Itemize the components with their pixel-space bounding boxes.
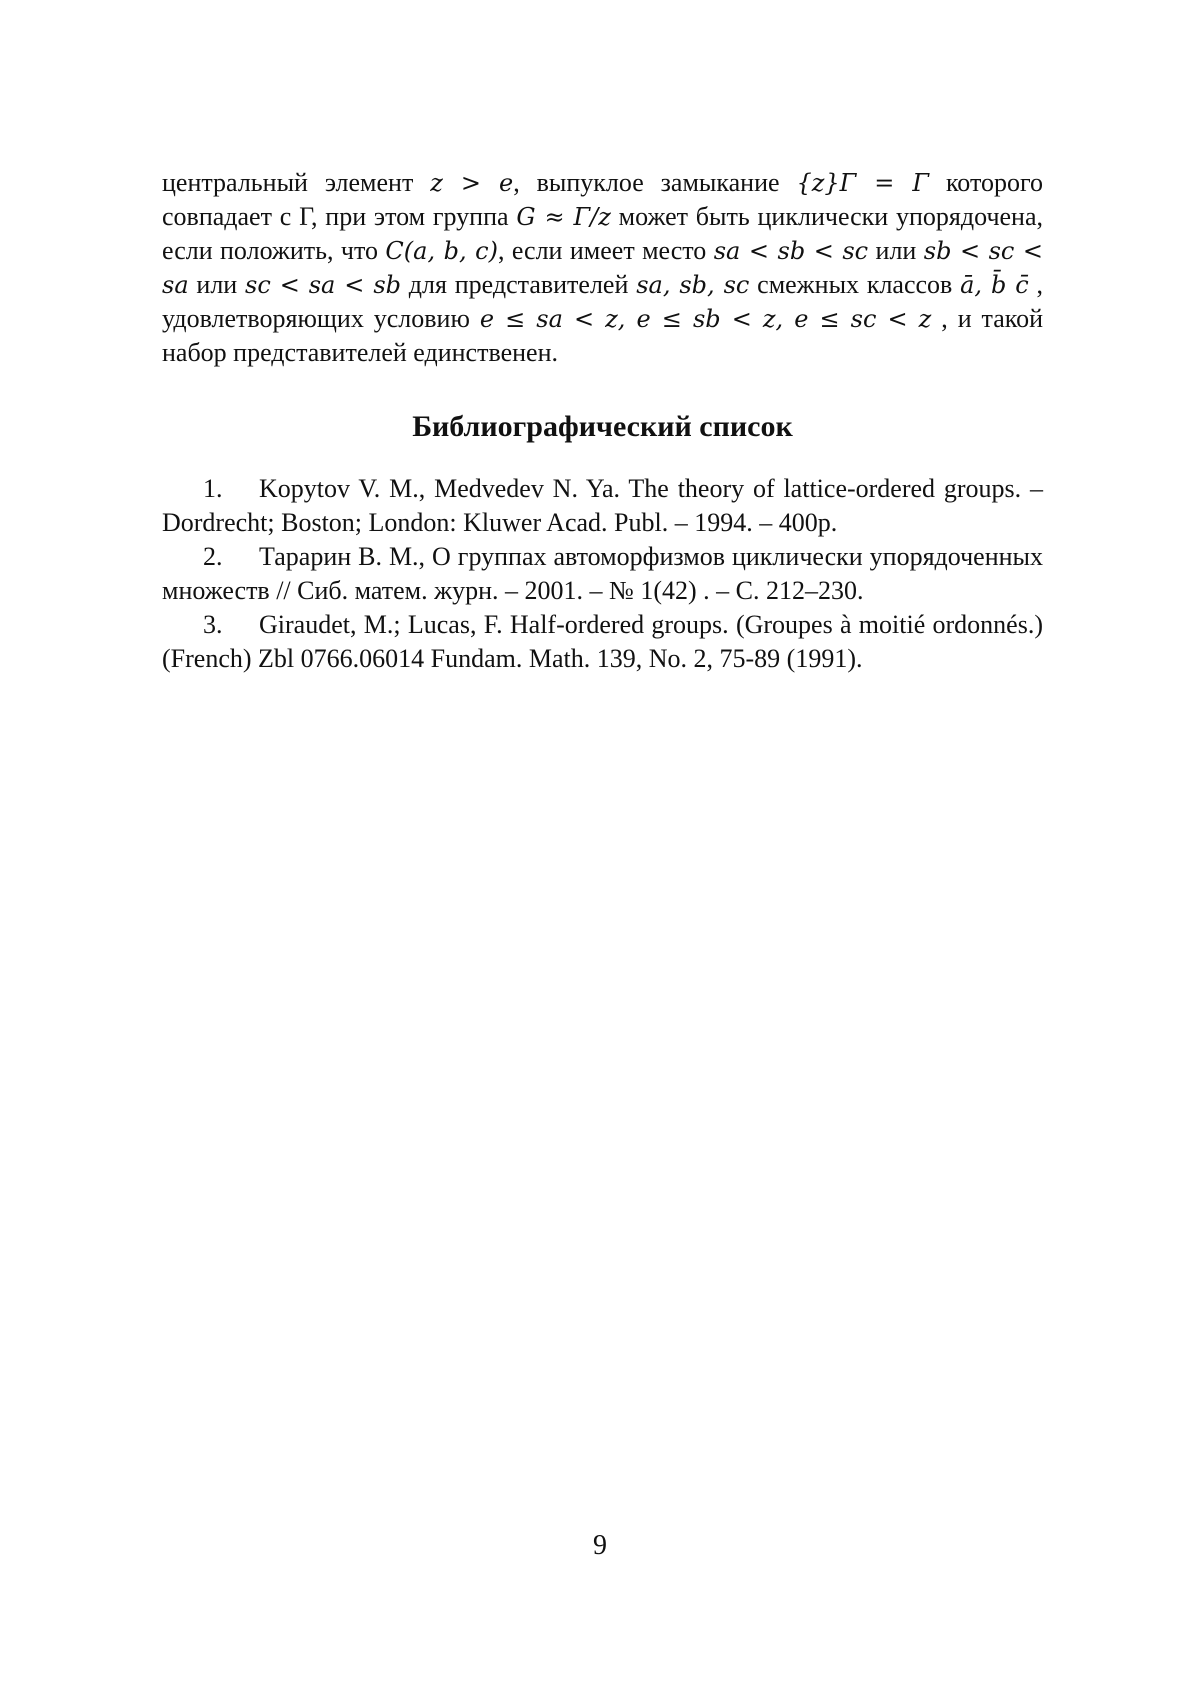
bibliography-heading: Библиографический список [412, 410, 793, 443]
bibliography-item [162, 540, 1043, 608]
bibliography-list [162, 472, 1043, 676]
formula-z-gt-e: z > e [430, 169, 514, 197]
text-segment: , удовлетворяющих условию [162, 270, 1044, 333]
formula-group-quotient: G ≈ Γ/z [516, 203, 611, 231]
text-segment: для представителей [401, 270, 637, 299]
formula-cyclic-order: C(a, b, c) [385, 237, 498, 265]
item-number: 2. [203, 542, 223, 571]
text-segment: или [188, 270, 246, 299]
text-segment: которого совпадает с Γ, при этом группа [162, 168, 1043, 231]
formula-order-2: sb < sc < sa [162, 237, 1044, 299]
formula-convex-hull: {z}Γ = Γ [796, 169, 930, 197]
text-segment: может быть циклически упорядочена, если положить, что [162, 202, 1044, 265]
bibliography-item [162, 472, 1043, 540]
formula-conditions: e ≤ sa < z, e ≤ sb < z, e ≤ sc < z [479, 305, 932, 333]
text-segment: , выпуклое замыкание [513, 168, 797, 197]
item-text: Тарарин В. М., О группах автоморфизмов циклически упорядоченных множеств // Сиб. матем. журн. – 2001. – № 1(42) . – С. 212–230. [162, 542, 1043, 605]
formula-representatives: sa, sb, sc [636, 271, 750, 299]
body-paragraph [162, 166, 1043, 370]
bibliography-item [162, 608, 1043, 676]
text-segment: или [868, 236, 924, 265]
text-segment: , если имеет место [497, 236, 714, 265]
text-segment: смежных классов [749, 270, 961, 299]
page-content [162, 166, 1043, 676]
item-text: Kopytov V. M., Medvedev N. Ya. The theory of lattice-ordered groups. – Dordrecht; Boston; London: Kluwer Acad. Publ. – 1994. – 400p. [162, 474, 1043, 537]
page-number: 9 [593, 1530, 607, 1561]
text-segment: , и такой набор представителей единственен. [162, 304, 1043, 367]
formula-order-1: sa < sb < sc [713, 237, 869, 265]
item-number: 1. [203, 474, 223, 503]
item-text: Giraudet, M.; Lucas, F. Half-ordered groups. (Groupes à moitié ordonnés.) (French) Zbl 0766.06014 Fundam. Math. 139, No. 2, 75-89 (1991). [162, 610, 1043, 673]
item-number: 3. [203, 610, 223, 639]
formula-order-3: sc < sa < sb [245, 271, 402, 299]
text-segment: центральный элемент [162, 168, 431, 197]
formula-cosets: ā, b̄ c̄ [960, 271, 1029, 299]
